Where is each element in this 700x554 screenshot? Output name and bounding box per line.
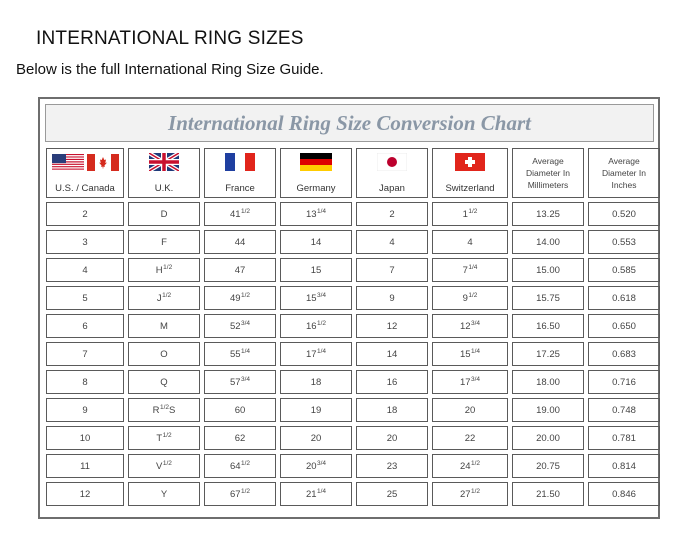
cell-value: R (152, 404, 160, 416)
cell-value: 15 (459, 348, 471, 360)
cell-fraction: 3/4 (317, 459, 327, 467)
cell-value: M (160, 320, 168, 332)
cell-us-canada (46, 314, 124, 338)
cell-france (204, 202, 276, 226)
cell-value: 8 (82, 376, 88, 388)
header-flags (225, 153, 255, 171)
cell-value: V (156, 460, 163, 472)
cell-japan (356, 342, 428, 366)
cell-value: 0.846 (612, 488, 636, 500)
cell-switzerland (432, 342, 508, 366)
cell-value: 24 (459, 460, 471, 472)
cell-value: 9 (82, 404, 88, 416)
france-flag-icon (225, 153, 255, 171)
cell-uk (128, 202, 200, 226)
header-label-line: Inches (611, 180, 637, 190)
header-diameter-mm (512, 148, 584, 198)
cell-value: 15.75 (536, 292, 560, 304)
page-subtitle: Below is the full International Ring Size Guide. (16, 61, 324, 78)
cell-value: 20 (305, 460, 317, 472)
cell-japan (356, 398, 428, 422)
cell-uk (128, 286, 200, 310)
cell-diameter-in (588, 314, 660, 338)
cell-fraction: 1/2 (471, 459, 481, 467)
cell-value: 0.553 (612, 236, 636, 248)
cell-germany (280, 370, 352, 394)
cell-japan (356, 230, 428, 254)
switzerland-flag-icon (455, 153, 485, 171)
cell-france (204, 398, 276, 422)
canada-flag-icon (87, 154, 119, 171)
cell-uk (128, 342, 200, 366)
cell-suffix: S (169, 404, 176, 416)
cell-diameter-mm (512, 342, 584, 366)
cell-diameter-mm (512, 286, 584, 310)
page-title: INTERNATIONAL RING SIZES (36, 28, 304, 49)
cell-value: Y (160, 488, 168, 500)
cell-diameter-in (588, 370, 660, 394)
cell-fraction: 1/2 (241, 207, 251, 215)
cell-value: 15 (310, 264, 322, 276)
cell-france (204, 342, 276, 366)
cell-japan (356, 482, 428, 506)
header-label: Germany (296, 183, 336, 194)
cell-value: 25 (386, 488, 398, 500)
cell-value: 16 (305, 320, 317, 332)
cell-value: 0.781 (612, 432, 636, 444)
cell-uk (128, 426, 200, 450)
cell-uk (128, 454, 200, 478)
cell-value: 7 (389, 264, 395, 276)
cell-fraction: 3/4 (241, 319, 251, 327)
cell-diameter-mm (512, 426, 584, 450)
header-flags (149, 153, 179, 171)
cell-us-canada (46, 202, 124, 226)
cell-fraction: 3/4 (317, 291, 327, 299)
cell-diameter-mm (512, 230, 584, 254)
cell-value: H (155, 264, 163, 276)
cell-value: 18 (386, 404, 398, 416)
cell-us-canada (46, 426, 124, 450)
cell-value: 41 (229, 208, 241, 220)
cell-japan (356, 314, 428, 338)
header-label-line: Diameter In (602, 168, 646, 178)
header-label: Japan (379, 183, 405, 194)
cell-value: 20 (464, 404, 476, 416)
cell-fraction: 1/2 (163, 263, 173, 271)
cell-france (204, 314, 276, 338)
cell-value: 55 (229, 348, 241, 360)
header-label-line: Average (532, 156, 564, 166)
cell-france (204, 370, 276, 394)
cell-value: 12 (459, 320, 471, 332)
cell-france (204, 230, 276, 254)
header-label (526, 155, 570, 191)
header-japan (356, 148, 428, 198)
cell-value: 15.00 (536, 264, 560, 276)
uk-flag-icon (149, 153, 179, 171)
cell-fraction: 1/2 (471, 487, 481, 495)
header-flags (52, 153, 119, 171)
cell-diameter-in (588, 286, 660, 310)
cell-value: 4 (467, 236, 473, 248)
header-label-line: Millimeters (527, 180, 569, 190)
cell-value: 0.814 (612, 460, 636, 472)
cell-us-canada (46, 230, 124, 254)
cell-value: 16 (386, 376, 398, 388)
header-us-canada (46, 148, 124, 198)
cell-switzerland (432, 370, 508, 394)
cell-value: 0.650 (612, 320, 636, 332)
cell-switzerland (432, 202, 508, 226)
cell-germany (280, 454, 352, 478)
cell-france (204, 454, 276, 478)
cell-value: F (161, 236, 167, 248)
cell-diameter-in (588, 482, 660, 506)
header-france (204, 148, 276, 198)
cell-value: 7 (82, 348, 88, 360)
cell-uk (128, 258, 200, 282)
cell-value: 10 (79, 432, 91, 444)
germany-flag-icon (300, 153, 332, 171)
cell-japan (356, 258, 428, 282)
cell-value: 27 (459, 488, 471, 500)
cell-diameter-in (588, 202, 660, 226)
cell-germany (280, 398, 352, 422)
cell-value: 19.00 (536, 404, 560, 416)
cell-switzerland (432, 426, 508, 450)
cell-diameter-mm (512, 398, 584, 422)
cell-value: 7 (462, 264, 468, 276)
cell-germany (280, 286, 352, 310)
cell-us-canada (46, 258, 124, 282)
cell-value: 17.25 (536, 348, 560, 360)
cell-value: 18 (310, 376, 322, 388)
cell-value: J (156, 292, 162, 304)
cell-fraction: 1/2 (468, 207, 478, 215)
cell-diameter-in (588, 258, 660, 282)
cell-switzerland (432, 230, 508, 254)
cell-diameter-mm (512, 482, 584, 506)
cell-diameter-mm (512, 314, 584, 338)
cell-fraction: 3/4 (471, 319, 481, 327)
cell-fraction: 1/2 (468, 291, 478, 299)
cell-value: 3 (82, 236, 88, 248)
us-flag-icon (52, 154, 84, 171)
cell-us-canada (46, 342, 124, 366)
cell-japan (356, 286, 428, 310)
cell-uk (128, 314, 200, 338)
cell-germany (280, 202, 352, 226)
cell-value: 0.683 (612, 348, 636, 360)
cell-uk (128, 482, 200, 506)
cell-value: 60 (234, 404, 246, 416)
cell-value: 0.520 (612, 208, 636, 220)
cell-value: 0.618 (612, 292, 636, 304)
cell-japan (356, 202, 428, 226)
header-label: U.K. (154, 183, 174, 194)
cell-uk (128, 230, 200, 254)
cell-diameter-in (588, 454, 660, 478)
cell-value: 47 (234, 264, 246, 276)
cell-value: 52 (229, 320, 241, 332)
cell-value: 2 (82, 208, 88, 220)
cell-diameter-mm (512, 370, 584, 394)
header-label: France (225, 183, 255, 194)
cell-value: 13 (305, 208, 317, 220)
cell-france (204, 482, 276, 506)
cell-value: 44 (234, 236, 246, 248)
cell-value: 4 (389, 236, 395, 248)
header-flags (455, 153, 485, 171)
cell-us-canada (46, 370, 124, 394)
cell-switzerland (432, 314, 508, 338)
cell-value: 19 (310, 404, 322, 416)
cell-fraction: 1/2 (162, 459, 172, 467)
cell-uk (128, 370, 200, 394)
cell-us-canada (46, 398, 124, 422)
cell-germany (280, 482, 352, 506)
cell-value: T (156, 432, 163, 444)
cell-value: 67 (229, 488, 241, 500)
cell-diameter-in (588, 426, 660, 450)
cell-germany (280, 426, 352, 450)
header-label: Switzerland (445, 183, 495, 194)
cell-value: 20 (310, 432, 322, 444)
cell-value: 17 (305, 348, 317, 360)
cell-switzerland (432, 482, 508, 506)
cell-value: 14 (386, 348, 398, 360)
header-label-line: Average (608, 156, 640, 166)
cell-value: 20 (386, 432, 398, 444)
cell-fraction: 1/2 (162, 291, 172, 299)
header-flags (300, 153, 332, 171)
cell-value: 13.25 (536, 208, 560, 220)
cell-value: 12 (79, 488, 91, 500)
cell-value: 9 (462, 292, 468, 304)
cell-fraction: 1/2 (317, 319, 327, 327)
cell-diameter-in (588, 230, 660, 254)
header-label-line: Diameter In (526, 168, 570, 178)
cell-value: 0.748 (612, 404, 636, 416)
cell-japan (356, 426, 428, 450)
cell-diameter-mm (512, 202, 584, 226)
cell-value: 21 (305, 488, 317, 500)
cell-diameter-mm (512, 454, 584, 478)
cell-value: 57 (229, 376, 241, 388)
cell-value: 2 (389, 208, 395, 220)
cell-value: 0.585 (612, 264, 636, 276)
cell-germany (280, 314, 352, 338)
header-germany (280, 148, 352, 198)
cell-value: 20.75 (536, 460, 560, 472)
cell-fraction: 1/2 (241, 487, 251, 495)
cell-germany (280, 230, 352, 254)
cell-value: Q (160, 376, 168, 388)
cell-fraction: 1/2 (159, 403, 170, 411)
cell-uk (128, 398, 200, 422)
cell-value: 15 (305, 292, 317, 304)
cell-value: 11 (80, 460, 90, 472)
cell-value: 64 (229, 460, 241, 472)
cell-value: 16.50 (536, 320, 560, 332)
cell-value: 4 (82, 264, 88, 276)
cell-fraction: 1/4 (468, 263, 478, 271)
cell-fraction: 1/4 (471, 347, 481, 355)
cell-value: 14.00 (536, 236, 560, 248)
cell-fraction: 1/2 (241, 459, 251, 467)
header-switzerland (432, 148, 508, 198)
header-flags (377, 153, 407, 171)
cell-switzerland (432, 398, 508, 422)
cell-fraction: 1/2 (241, 291, 251, 299)
cell-us-canada (46, 286, 124, 310)
cell-fraction: 1/4 (241, 347, 251, 355)
cell-france (204, 258, 276, 282)
cell-value: 22 (464, 432, 476, 444)
cell-fraction: 1/4 (317, 347, 327, 355)
cell-diameter-in (588, 398, 660, 422)
cell-fraction: 1/2 (162, 431, 172, 439)
japan-flag-icon (377, 153, 407, 171)
cell-france (204, 286, 276, 310)
cell-fraction: 3/4 (241, 375, 251, 383)
cell-japan (356, 454, 428, 478)
cell-fraction: 3/4 (471, 375, 481, 383)
cell-diameter-mm (512, 258, 584, 282)
cell-value: 12 (386, 320, 398, 332)
cell-germany (280, 342, 352, 366)
cell-value: O (160, 348, 168, 360)
cell-switzerland (432, 258, 508, 282)
cell-us-canada (46, 482, 124, 506)
cell-france (204, 426, 276, 450)
cell-fraction: 1/4 (317, 207, 327, 215)
header-label (602, 155, 646, 191)
cell-diameter-in (588, 342, 660, 366)
cell-value: 0.716 (612, 376, 636, 388)
cell-japan (356, 370, 428, 394)
cell-value: 23 (386, 460, 398, 472)
cell-value: 20.00 (536, 432, 560, 444)
cell-us-canada (46, 454, 124, 478)
conversion-table (46, 148, 660, 506)
cell-value: D (160, 208, 168, 220)
header-uk (128, 148, 200, 198)
cell-value: 1 (462, 208, 468, 220)
cell-fraction: 1/4 (317, 487, 327, 495)
cell-value: 21.50 (536, 488, 560, 500)
cell-germany (280, 258, 352, 282)
cell-value: 14 (310, 236, 322, 248)
cell-value: 18.00 (536, 376, 560, 388)
cell-value: 5 (82, 292, 88, 304)
cell-switzerland (432, 454, 508, 478)
cell-value: 9 (389, 292, 395, 304)
cell-value: 6 (82, 320, 88, 332)
chart-title: International Ring Size Conversion Chart (45, 104, 654, 142)
header-diameter-in (588, 148, 660, 198)
header-label: U.S. / Canada (55, 183, 115, 194)
ring-size-chart (38, 97, 660, 519)
cell-value: 62 (234, 432, 246, 444)
cell-switzerland (432, 286, 508, 310)
cell-value: 49 (229, 292, 241, 304)
cell-value: 17 (459, 376, 471, 388)
